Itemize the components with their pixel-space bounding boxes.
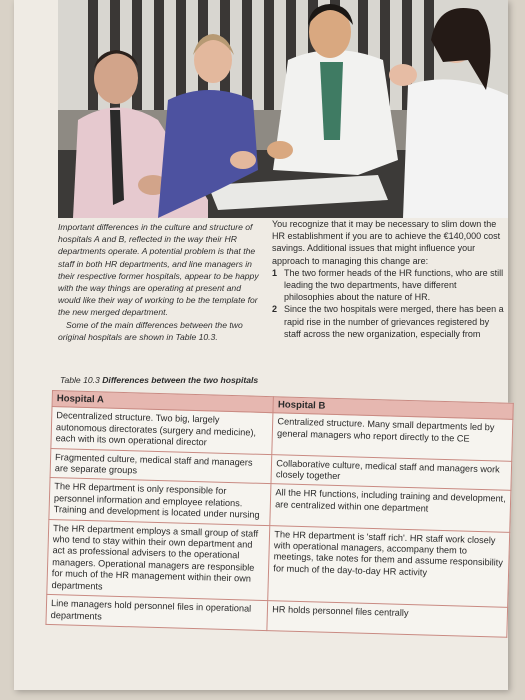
list-number: 2 bbox=[272, 304, 278, 315]
book-page bbox=[14, 0, 508, 690]
header-hospital-b: Hospital B bbox=[273, 397, 513, 420]
cell-hospital-b: Collaborative culture, medical staff and managers work closely together bbox=[271, 454, 511, 490]
table-title: Differences between the two hospitals bbox=[102, 375, 259, 385]
left-column-text bbox=[58, 221, 263, 343]
cell-hospital-b: Centralized structure. Many small departments led by general managers who report directly to the CE bbox=[272, 413, 513, 461]
cell-hospital-a: Decentralized structure. Two big, largely autonomous directorates (surgery and medicine), each with its own operational director bbox=[51, 407, 273, 454]
list-number: 1 bbox=[272, 267, 278, 278]
header-hospital-a: Hospital A bbox=[52, 391, 274, 414]
cell-hospital-a: Fragmented culture, medical staff and managers are separate groups bbox=[50, 448, 272, 484]
differences-table bbox=[45, 390, 513, 638]
list-item bbox=[272, 267, 508, 304]
list-item bbox=[272, 303, 508, 340]
photo-illustration bbox=[58, 0, 508, 218]
cell-hospital-a: Line managers hold personnel files in operational departments bbox=[46, 595, 268, 631]
right-intro: You recognize that it may be necessary to slim down the HR establishment if you are to achieve the €140,000 cost savings. Additional issues that might influence your approach to managing this change are: bbox=[272, 219, 501, 266]
left-paragraph-1: Important differences in the culture and structure of hospitals A and B, reflected in the way their HR departments operate. A potential problem is that the staff in both HR departments, and line managers in their respective former hospitals, appear to be happy with the way things are operating at present and would like their way of working to be the template for the new merged department. bbox=[58, 222, 259, 318]
list-text: Since the two hospitals were merged, there has been a rapid rise in the number of grievances registered by staff across the new organization, especially from bbox=[284, 304, 504, 339]
right-column-text bbox=[272, 218, 508, 340]
cell-hospital-b: All the HR functions, including training and development, are centralized within one department bbox=[270, 484, 511, 532]
meeting-photo bbox=[58, 0, 508, 218]
table-row bbox=[47, 519, 510, 607]
issues-list bbox=[272, 267, 508, 340]
list-text: The two former heads of the HR functions, who are still leading the two departments, have different philosophies about the nature of HR. bbox=[284, 267, 504, 303]
table-number: Table 10.3 bbox=[60, 375, 100, 385]
left-paragraph-2: Some of the main differences between the two original hospitals are shown in Table 10.3. bbox=[58, 319, 243, 342]
cell-hospital-b: HR holds personnel files centrally bbox=[267, 601, 507, 637]
cell-hospital-a: The HR department employs a small group of staff who tend to stay within their own department and act as professional advisers to the operational managers. Operational managers are responsible for much of the HR management within their own departments bbox=[47, 519, 270, 601]
cell-hospital-a: The HR department is only responsible for personnel information and employee relations. Training and development is located under nursing bbox=[49, 478, 271, 525]
cell-hospital-b: The HR department is 'staff rich'. HR staff work closely with operational managers, accompany them to meetings, take notes for them and assume responsibility for much of the day-to-day HR activity bbox=[268, 525, 510, 607]
table-caption bbox=[60, 375, 258, 385]
